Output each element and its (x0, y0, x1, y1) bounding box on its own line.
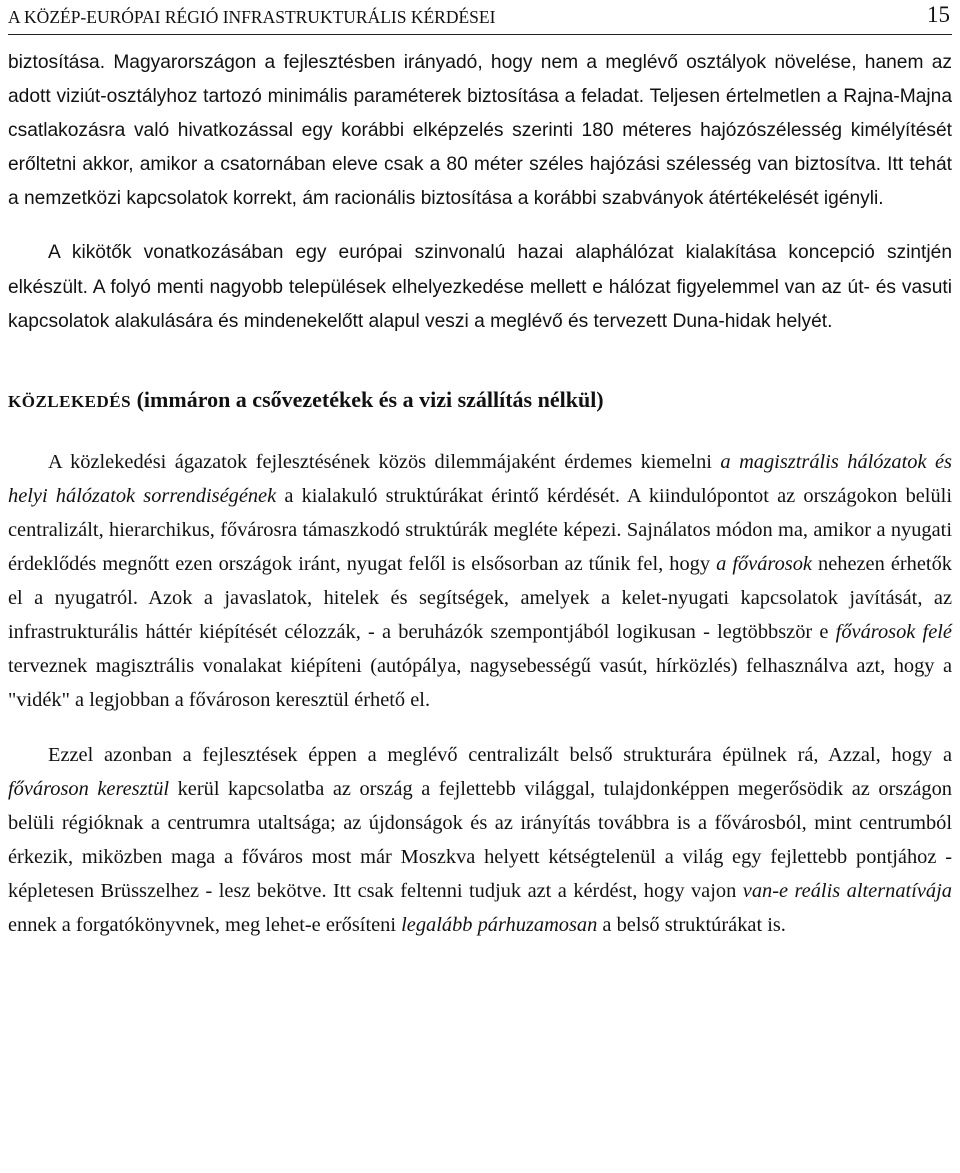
emphasis-text: a magisztrális hálózatok és helyi hálózatok sorrendiségének (8, 450, 952, 507)
text-run: kerül kapcsolatba az ország a fejlettebb világgal, tulajdonképpen megerősödik az országon belüli régióknak a centrumra utaltsága; az újdonságok és az irányítás továbbra is a fővárosból, mint centrumból érkezik, miközben maga a főváros most már Moszkva helyett kétségtelenül a világ egy fejlettebb pontjához - képletesen Brüsszelhez - lesz bekötve. Itt csak feltenni tudjuk azt a kérdést, hogy vajon (8, 777, 952, 902)
emphasis-text: legalább párhuzamosan (401, 913, 598, 936)
page-number: 15 (927, 2, 950, 27)
emphasis-text: fővárosok felé (835, 621, 952, 644)
text-run: ennek a forgatókönyvnek, meg lehet-e erősíteni (8, 913, 402, 936)
emphasis-text: a fővárosok (716, 553, 812, 576)
section-heading-rest: (immáron a csővezetékek és a vizi szállítás nélkül) (131, 386, 604, 412)
section-heading-caps: KÖZLEKEDÉS (8, 391, 132, 411)
running-header-title: A KÖZÉP-EURÓPAI RÉGIÓ INFRASTRUKTURÁLIS KÉRDÉSEI (8, 7, 496, 27)
section-heading (8, 385, 952, 417)
emphasis-text: fővároson keresztül (8, 777, 170, 800)
running-header (8, 0, 952, 35)
emphasis-text: van-e reális alternatívája (742, 879, 952, 902)
text-run: A közlekedési ágazatok fejlesztésének közös dilemmájaként érdemes kiemelni (48, 450, 721, 473)
paragraph-ports: A kikötők vonatkozásában egy európai szinvonalú hazai alaphálózat kialakítása koncepció szintjén elkészült. A folyó menti nagyobb települések elhelyezkedése mellett e hálózat figyelemmel van az út- és vasuti kapcsolatok alakulására és mindenekelőtt alapul veszi a meglévő és tervezett Duna-hidak helyét. (8, 242, 952, 332)
paragraph-waterways: biztosítása. Magyarországon a fejlesztésben irányadó, hogy nem a meglévő osztályok növelése, hanem az adott viziút-osztályhoz tartozó minimális paraméterek biztosítása a feladat. Teljesen értelmetlen a Rajna-Majna csatlakozásra való hivatkozással egy korábbi elképzelés szerinti 180 méteres hajózószélesség kimélyítését erőltetni akkor, amikor a csatornában eleve csak a 80 méter széles hajózási szélesség van biztosítva. Itt tehát a nemzetközi kapcsolatok korrekt, ám racionális biztosítása a korábbi szabványok átértékelését igényli. (8, 52, 952, 210)
serif-section (8, 445, 952, 942)
paragraph-centralization (8, 738, 952, 943)
document-page (8, 0, 952, 942)
text-run: a belső struktúrákat is. (597, 913, 786, 936)
text-run: Ezzel azonban a fejlesztések éppen a meglévő centralizált belső strukturára épülnek rá, Azzal, hogy a (48, 743, 952, 766)
text-run: nehezen érhetők el a nyugatról. Azok a javaslatok, hitelek és segítségek, amelyek a kelet-nyugati kapcsolatok javítását, az infrastrukturális háttér kiépítését célozzák, - a beruházók szempontjából logikusan - legtöbbször e (8, 553, 952, 644)
sans-section (8, 46, 952, 339)
text-run: a kialakuló struktúrákat érintő kérdését. A kiindulópontot az országokon belüli centralizált, hierarchikus, fővárosra támaszkodó struktúrák megléte képezi. Sajnálatos módon ma, amikor a nyugati érdeklődés megnőtt ezen országok iránt, nyugat felől is elsősorban az tűnik fel, hogy (8, 484, 953, 576)
text-run: terveznek magisztrális vonalakat kiépíteni (autópálya, nagysebességű vasút, hírközlés) felhasználva azt, hogy a "vidék" a legjobban a fővároson keresztül érhető el. (8, 655, 952, 712)
paragraph-transport-dilemma (8, 445, 952, 718)
